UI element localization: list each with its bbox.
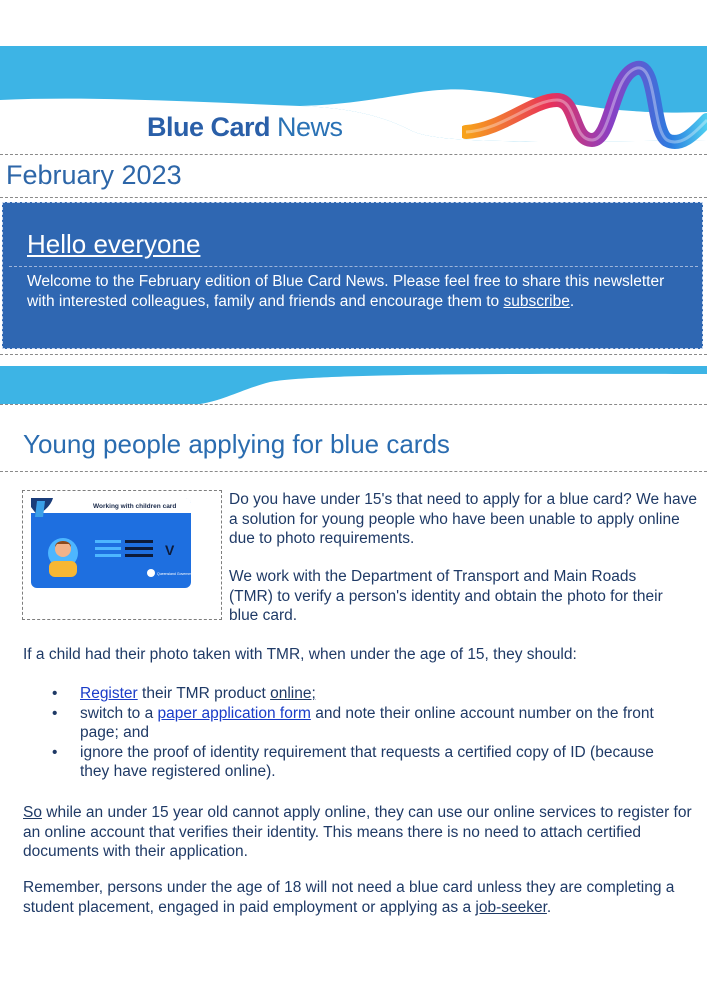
government-crest-icon xyxy=(147,569,155,577)
issue-date: February 2023 xyxy=(6,160,182,190)
list-item: • Register their TMR product online; xyxy=(52,685,316,702)
intro-text: Welcome to the February edition of Blue Card News. Please feel free to share this newsletter with interested colleagues, family and friends and encourage them to subscribe. xyxy=(27,273,665,310)
ribbon-swirl-graphic xyxy=(462,60,707,154)
divider xyxy=(0,154,707,155)
online-link[interactable]: online; xyxy=(270,685,316,702)
working-with-children-card-image xyxy=(23,491,221,619)
blue-card-illustration xyxy=(22,490,222,620)
card-issuer: Queensland Government xyxy=(157,572,197,576)
paragraph-under-15: Do you have under 15's that need to apply for a blue card? We have a solution for young people who have been unable to apply online due to photo requirements. xyxy=(229,491,697,547)
divider xyxy=(0,354,707,355)
paragraph-instructions: If a child had their photo taken with TMR, when under the age of 15, they should: xyxy=(23,646,577,663)
paragraph-online-services: So while an under 15 year old cannot apply online, they can use our online services to register for an online account that verifies their identity. This means there is no need to attach certified documents with their application. xyxy=(23,804,692,860)
section-title: Young people applying for blue cards xyxy=(23,429,450,459)
divider xyxy=(0,404,707,405)
paragraph-tmr: We work with the Department of Transport and Main Roads (TMR) to verify a person's identity and obtain the photo for their blue card. xyxy=(229,568,663,624)
subscribe-link[interactable]: subscribe xyxy=(503,292,570,310)
divider xyxy=(0,471,707,472)
divider xyxy=(9,266,698,267)
intro-heading: Hello everyone xyxy=(27,229,201,259)
brand-logo: Blue Card News xyxy=(147,112,343,142)
bullet-icon: • xyxy=(52,704,58,722)
list-item: • ignore the proof of identity requirement that requests a certified copy of ID (because they have registered online). xyxy=(52,743,654,780)
wave-divider xyxy=(0,360,707,404)
so-link[interactable]: So xyxy=(23,804,42,821)
bullet-icon: • xyxy=(52,743,58,761)
job-seeker-link[interactable]: job-seeker xyxy=(475,898,547,916)
intro-panel xyxy=(2,202,703,349)
instructions-list xyxy=(23,684,673,782)
card-title: Working with children card xyxy=(93,503,177,510)
paragraph-age-18: Remember, persons under the age of 18 will not need a blue card unless they are completing a student placement, engaged in paid employment or applying as a job-seeker. xyxy=(23,879,675,916)
list-item: • switch to a paper application form and note their online account number on the front page; and xyxy=(52,704,654,741)
divider xyxy=(0,197,707,198)
newsletter-header xyxy=(0,46,707,154)
paper-application-form-link[interactable]: paper application form xyxy=(157,704,311,722)
card-letter: V xyxy=(165,542,175,558)
bullet-icon: • xyxy=(52,685,58,702)
register-link[interactable]: Register xyxy=(80,685,138,702)
